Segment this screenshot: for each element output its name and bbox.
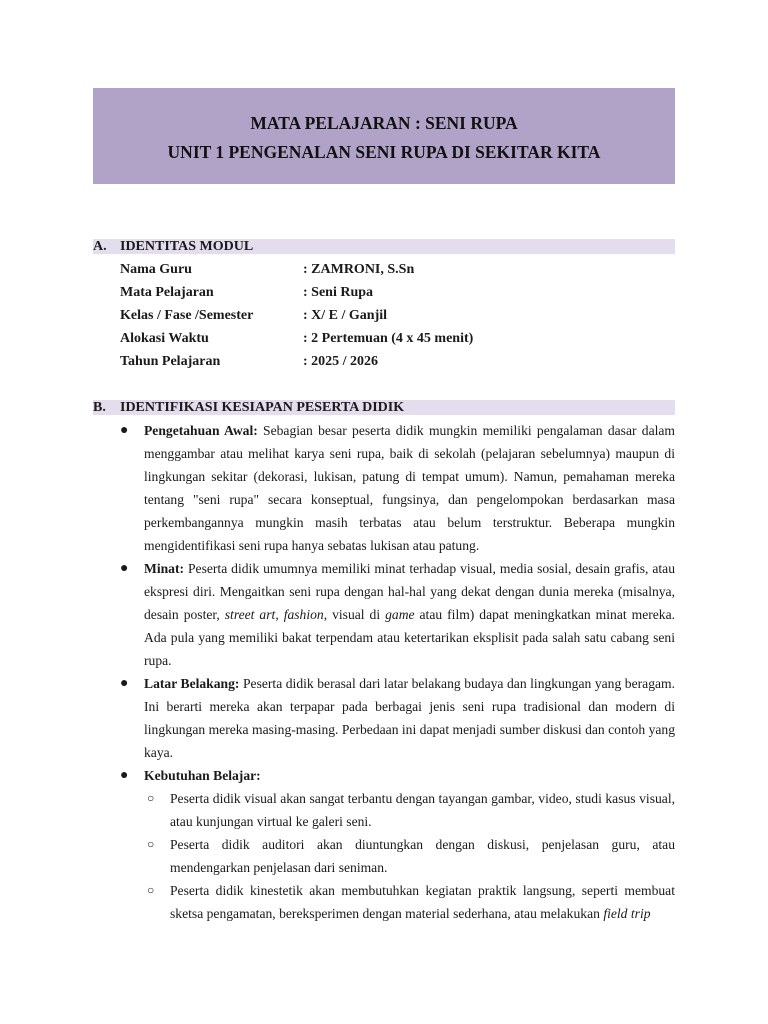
background-text bbox=[144, 672, 675, 764]
list-item bbox=[120, 764, 675, 925]
identity-value: : 2 Pertemuan (4 x 45 menit) bbox=[303, 331, 474, 346]
list-item bbox=[120, 672, 675, 764]
sub-list-item bbox=[147, 787, 675, 833]
identity-label: Tahun Pelajaran bbox=[120, 354, 221, 369]
learning-needs-text bbox=[144, 764, 675, 787]
bullet-icon: ● bbox=[120, 676, 129, 691]
identity-row bbox=[120, 350, 675, 373]
section-a-title: IDENTITAS MODUL bbox=[120, 239, 254, 254]
interest-text bbox=[144, 557, 675, 672]
section-b-title: IDENTIFIKASI KESIAPAN PESERTA DIDIK bbox=[120, 400, 405, 415]
hollow-bullet-icon: ○ bbox=[147, 791, 155, 805]
sub-list-item bbox=[147, 879, 675, 925]
section-b-header bbox=[93, 400, 675, 415]
list-item bbox=[120, 419, 675, 557]
section-a-marker: A. bbox=[93, 239, 107, 254]
bold-lead: Kebutuhan Belajar: bbox=[144, 768, 261, 783]
sub-list-item bbox=[147, 833, 675, 879]
bullet-icon: ● bbox=[120, 561, 129, 576]
identity-value: : X/ E / Ganjil bbox=[303, 308, 388, 323]
text-run: Peserta didik umumnya memiliki minat terhadap visual, media sosial, desain grafis, atau ekspresi diri. Mengaitkan seni rupa dengan hal-hal yang dekat dengan dunia mereka (misalnya, desain poster, bbox=[144, 561, 675, 622]
italic-term: game bbox=[385, 607, 415, 622]
identity-value: : 2025 / 2026 bbox=[303, 354, 379, 369]
identity-label: Kelas / Fase /Semester bbox=[120, 308, 254, 323]
module-identity-table bbox=[120, 258, 675, 373]
text-run: Peserta didik visual akan sangat terbantu dengan tayangan gambar, video, studi kasus visual, atau kunjungan virtual ke galeri seni. bbox=[170, 791, 675, 829]
subject-title: MATA PELAJARAN : SENI RUPA bbox=[250, 113, 518, 133]
kinesthetic-learner-text bbox=[170, 879, 675, 925]
identity-row bbox=[120, 304, 675, 327]
identity-row bbox=[120, 258, 675, 281]
hollow-bullet-icon: ○ bbox=[147, 837, 155, 851]
text-run: Peserta didik auditori akan diuntungkan dengan diskusi, penjelasan guru, atau mendengarkan penjelasan dari seniman. bbox=[170, 837, 675, 875]
hollow-bullet-icon: ○ bbox=[147, 883, 155, 897]
learning-needs-sublist bbox=[147, 787, 675, 925]
visual-learner-text bbox=[170, 787, 675, 833]
bold-lead: Pengetahuan Awal: bbox=[144, 423, 258, 438]
prior-knowledge-text bbox=[144, 419, 675, 557]
identity-label: Mata Pelajaran bbox=[120, 285, 214, 300]
unit-title: UNIT 1 PENGENALAN SENI RUPA DI SEKITAR KITA bbox=[167, 142, 601, 162]
identity-value: : ZAMRONI, S.Sn bbox=[303, 262, 415, 277]
bold-lead: Latar Belakang: bbox=[144, 676, 240, 691]
list-item bbox=[120, 557, 675, 672]
identity-row bbox=[120, 281, 675, 304]
identity-label: Alokasi Waktu bbox=[120, 331, 209, 346]
italic-term: field trip bbox=[603, 906, 651, 921]
bullet-icon: ● bbox=[120, 423, 129, 438]
text-run: atau film) dapat meningkatkan minat mereka. Ada pula yang memiliki bakat terpendam atau ketertarikan eksplisit pada salah satu cabang seni rupa. bbox=[144, 607, 676, 668]
italic-term: fashion bbox=[283, 607, 324, 622]
auditory-learner-text bbox=[170, 833, 675, 879]
bullet-icon: ● bbox=[120, 768, 129, 783]
text-run: Sebagian besar peserta didik mungkin memiliki pengalaman dasar dalam menggambar atau melihat karya seni rupa, baik di sekolah (pelajaran sebelumnya) maupun di lingkungan sekitar (dekorasi, lukisan, patung di tempat umum). Namun, pemahaman mereka tentang "seni rupa" secara konseptual, fungsinya, dan pengelompokan berdasarkan masa perkembangannya mungkin masih terbatas atau belum terstruktur. Beberapa mungkin mengidentifikasi seni rupa hanya sebatas lukisan atau patung. bbox=[144, 423, 675, 553]
section-a-header bbox=[93, 239, 675, 254]
identity-value: : Seni Rupa bbox=[303, 285, 374, 300]
text-run: , visual di bbox=[323, 607, 386, 622]
text-run: , bbox=[275, 607, 284, 622]
text-run: Peserta didik kinestetik akan membutuhkan kegiatan praktik langsung, seperti membuat sketsa pengamatan, bereksperimen dengan material sederhana, atau melakukan bbox=[170, 883, 675, 921]
identity-row bbox=[120, 327, 675, 350]
readiness-list bbox=[120, 419, 675, 925]
italic-term: street art bbox=[224, 607, 276, 622]
text-run: Peserta didik berasal dari latar belakang budaya dan lingkungan yang beragam. Ini berarti mereka akan terpapar pada berbagai jenis seni rupa tradisional dan modern di lingkungan mereka masing-masing. Perbedaan ini dapat menjadi sumber diskusi dan contoh yang kaya. bbox=[144, 676, 675, 760]
bold-lead: Minat: bbox=[144, 561, 185, 576]
title-banner bbox=[93, 88, 675, 184]
section-b-marker: B. bbox=[93, 400, 106, 415]
identity-label: Nama Guru bbox=[120, 262, 192, 277]
